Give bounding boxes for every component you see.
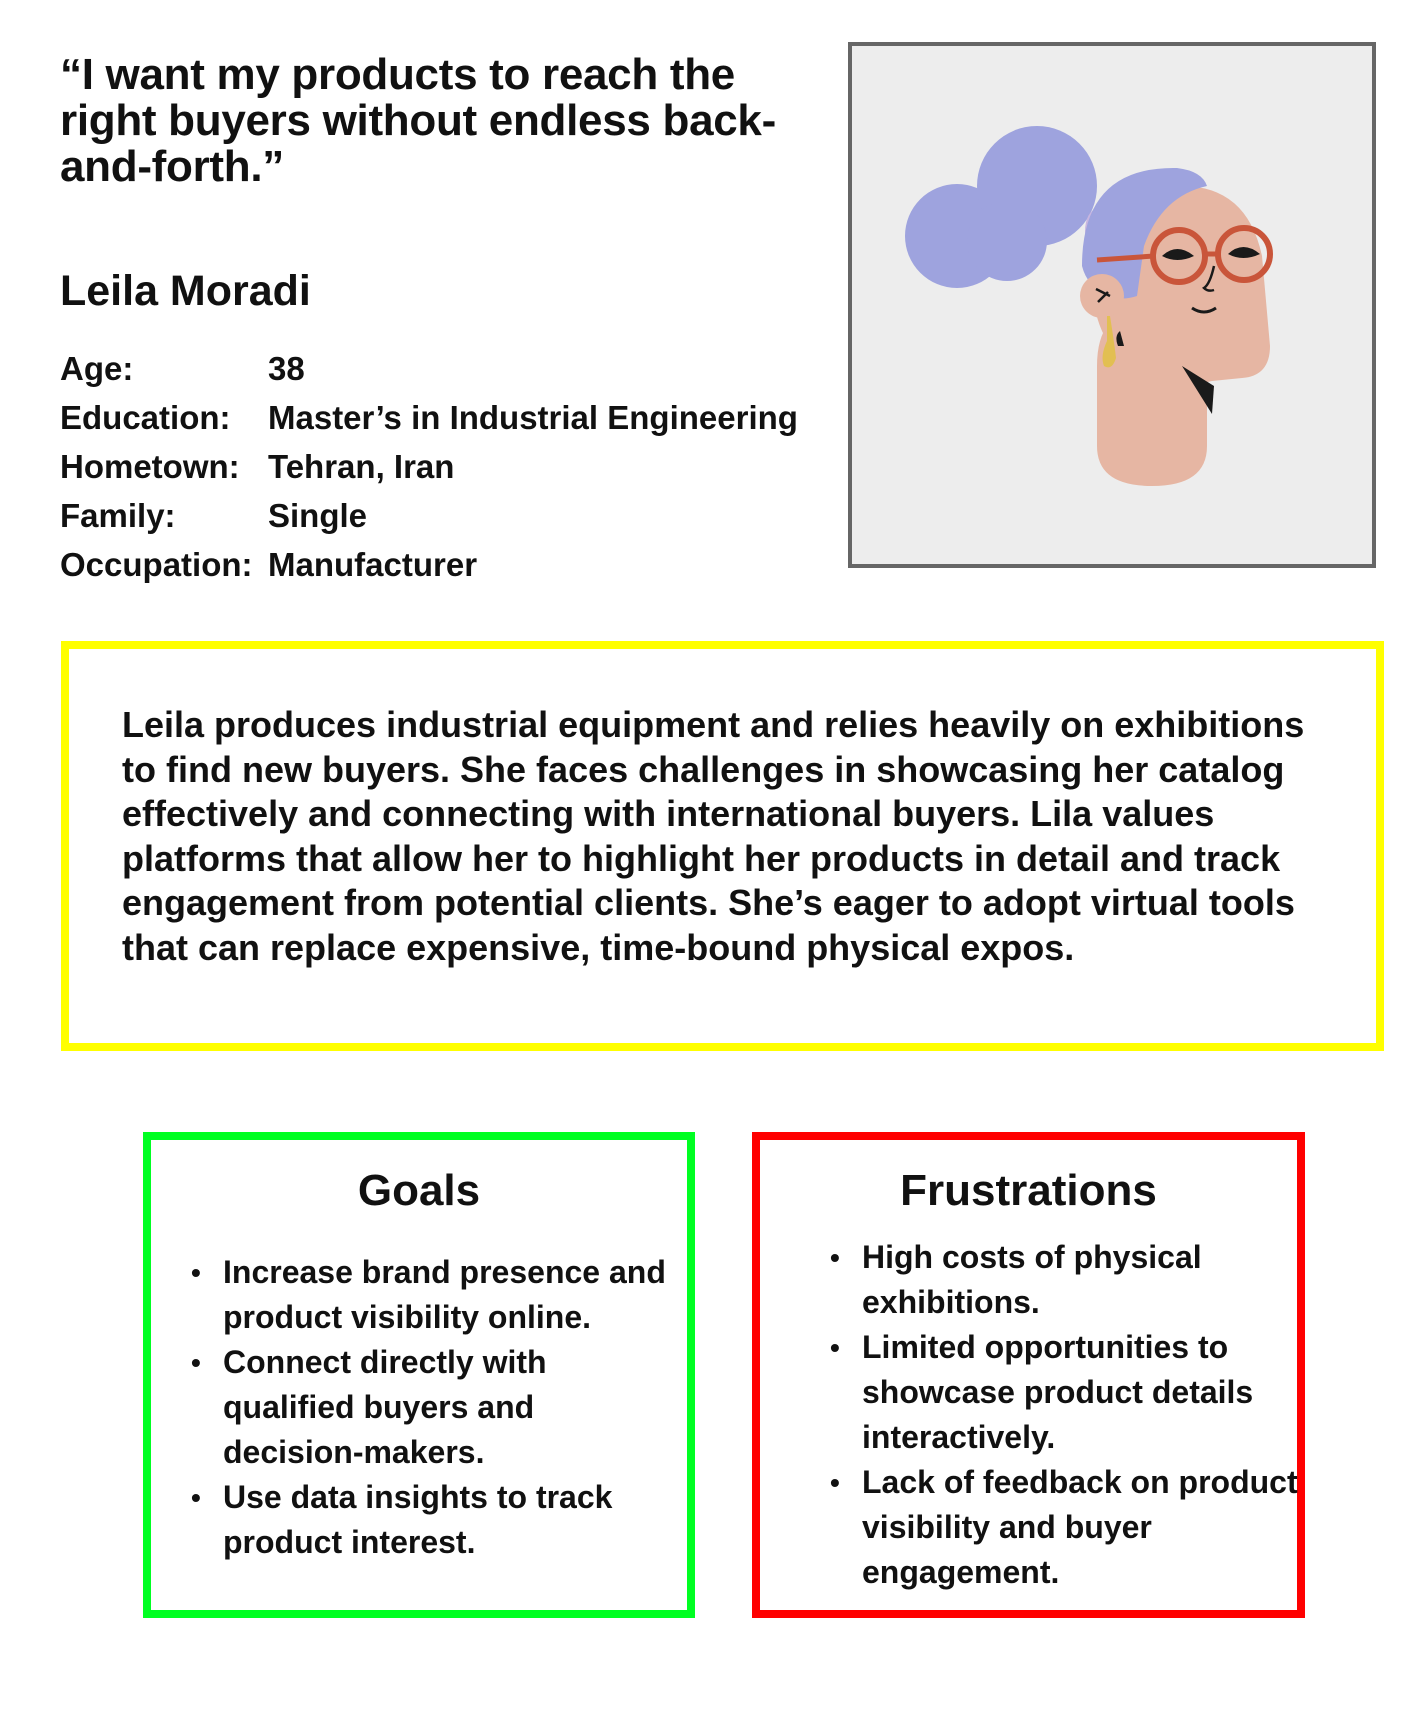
goals-card xyxy=(143,1132,695,1618)
fact-value: 38 xyxy=(268,350,305,387)
fact-occupation xyxy=(60,540,798,589)
fact-value: Master’s in Industrial Engineering xyxy=(268,399,798,436)
avatar xyxy=(848,42,1376,568)
fact-value: Single xyxy=(268,497,368,534)
fact-hometown xyxy=(60,442,798,491)
fact-label: Family: xyxy=(60,497,176,534)
persona-quote: “I want my products to reach the right buyers without endless back-and-forth.” xyxy=(60,50,776,191)
goals-list xyxy=(191,1250,681,1565)
fact-family xyxy=(60,491,798,540)
persona-facts xyxy=(60,344,798,589)
frustrations-card xyxy=(752,1132,1305,1618)
bio-box xyxy=(61,641,1384,1051)
frustrations-list xyxy=(830,1235,1300,1595)
list-item: • Connect directly with qualified buyers and decision-makers. xyxy=(191,1340,681,1475)
fact-age xyxy=(60,344,798,393)
list-item: • High costs of physical exhibitions. xyxy=(830,1235,1300,1325)
fact-label: Age: xyxy=(60,350,134,387)
frustrations-title: Frustrations xyxy=(900,1166,1157,1215)
goals-title: Goals xyxy=(357,1166,481,1215)
persona-name: Leila Moradi xyxy=(60,267,311,315)
list-item: • Lack of feedback on product visibility and buyer engagement. xyxy=(830,1460,1300,1595)
fact-label: Education: xyxy=(60,399,231,436)
list-item: • Use data insights to track product interest. xyxy=(191,1475,681,1565)
fact-education xyxy=(60,393,798,442)
fact-value: Manufacturer xyxy=(268,546,478,583)
fact-value: Tehran, Iran xyxy=(268,448,455,485)
fact-label: Hometown: xyxy=(60,448,240,485)
bio-text: Leila produces industrial equipment and relies heavily on exhibitions to find new buyers. She faces challenges in showcasing her catalog effectively and connecting with international buyers. Lila values platforms that allow her to highlight her products in detail and track engagement from potential clients. She’s eager to adopt virtual tools that can replace expensive, time-bound physical expos. xyxy=(122,704,1305,968)
fact-label: Occupation: xyxy=(60,546,253,583)
list-item: • Increase brand presence and product visibility online. xyxy=(191,1250,681,1340)
woman-with-glasses-illustration-icon xyxy=(852,46,1372,564)
list-item: • Limited opportunities to showcase product details interactively. xyxy=(830,1325,1300,1460)
